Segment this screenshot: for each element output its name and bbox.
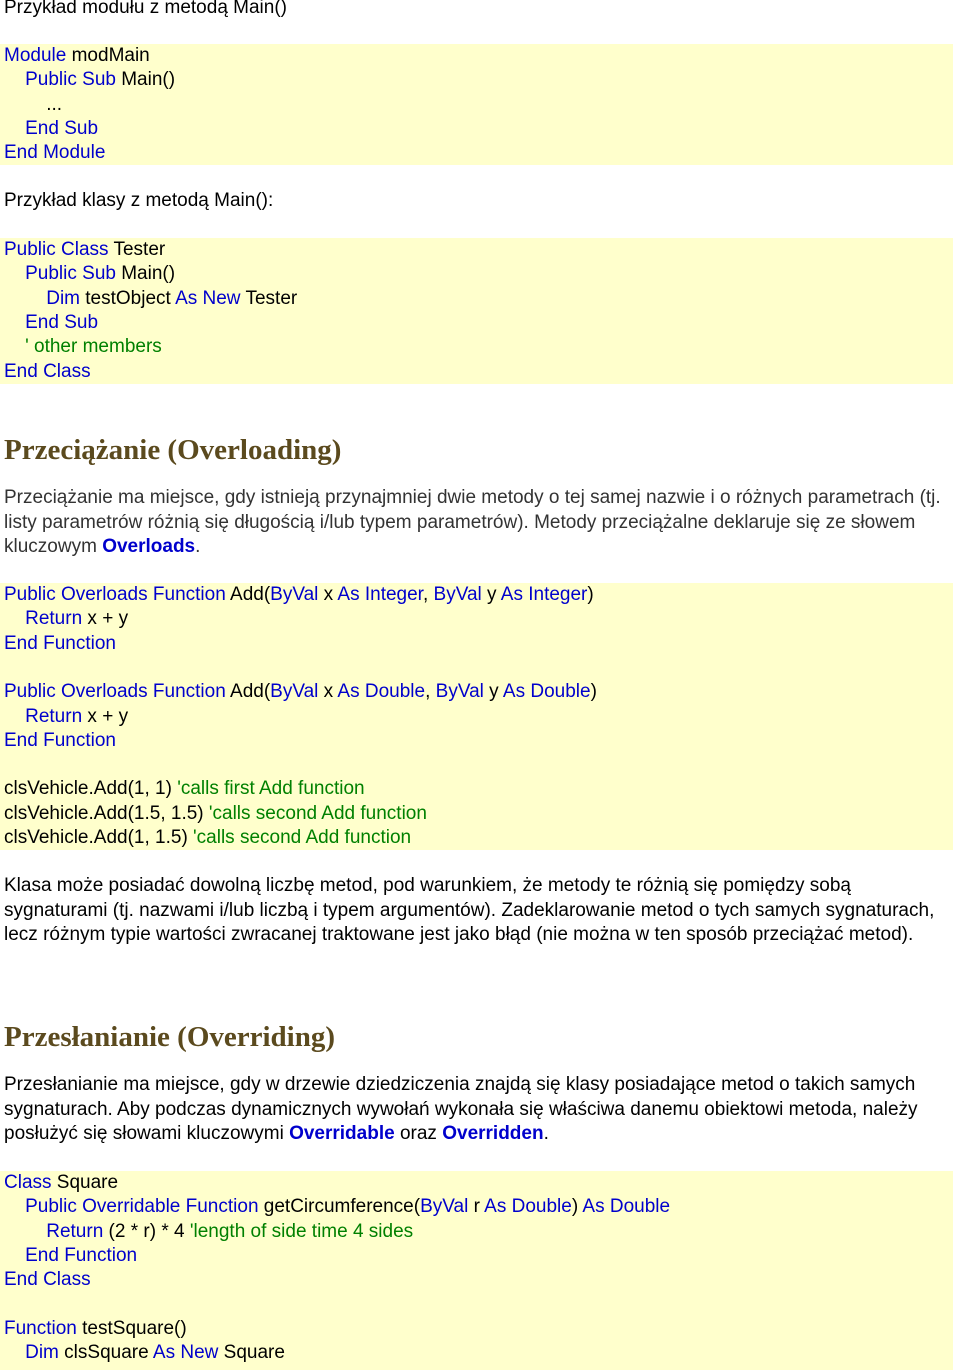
code-text: ...	[4, 93, 63, 115]
code-keyword: End Module	[4, 142, 106, 164]
overriding-paragraph	[4, 1073, 956, 1147]
code-keyword: Return	[4, 608, 88, 630]
code-keyword: End Sub	[4, 311, 99, 333]
overriding-paragraph-text: Przesłanianie ma miejsce, gdy w drzewie dziedziczenia znajdą się klasy posiadające metod o takich samych sygnaturach. Aby podczas dynamicznych wywołań wykonała się właściwa danemu obiektowi metoda, należy posłużyć się słowami kluczowymi	[4, 1074, 918, 1144]
code-text: Tester	[245, 287, 298, 309]
code-text: )	[571, 1196, 583, 1218]
code-keyword: Public Overloads Function	[4, 681, 231, 703]
code-line	[4, 1220, 413, 1244]
code-keyword: Public Overloads Function	[4, 584, 231, 605]
code-keyword: As Double	[337, 681, 426, 703]
code-keyword: End Sub	[4, 117, 99, 139]
code-line	[4, 238, 165, 262]
code-keyword: ByVal	[270, 681, 324, 703]
overridden-keyword: Overridden	[442, 1123, 544, 1144]
code-comment: 'calls first Add function	[177, 778, 365, 800]
code-text: testSquare()	[82, 1317, 187, 1339]
code-keyword: End Function	[4, 729, 116, 751]
code-line	[4, 93, 62, 117]
overridable-keyword: Overridable	[289, 1123, 395, 1144]
code-line	[4, 262, 175, 286]
overriding-paragraph-mid: oraz	[394, 1123, 443, 1144]
code-line	[4, 1171, 118, 1195]
code-text: clsVehicle.Add(1, 1.5)	[4, 827, 194, 848]
heading-overriding: Przesłanianie (Overriding)	[4, 1021, 336, 1053]
code-keyword: Public Sub	[4, 69, 122, 91]
code-keyword: Return	[4, 705, 88, 727]
code-text: clsVehicle.Add(1.5, 1.5)	[4, 802, 209, 824]
code-keyword: Class	[4, 1172, 57, 1193]
code-text: y	[489, 681, 503, 703]
overloading-paragraph-end: .	[195, 536, 201, 557]
code-line	[4, 632, 116, 656]
code-line	[4, 1341, 285, 1365]
code-keyword: As Integer	[500, 584, 588, 605]
code-text: (2 * r) * 4	[108, 1220, 190, 1242]
code-text: Add(	[230, 681, 271, 703]
code-text: Tester	[113, 239, 166, 260]
code-text: x	[323, 681, 338, 703]
code-line	[4, 607, 128, 631]
overloading-paragraph	[4, 486, 956, 560]
heading-overloading: Przeciążanie (Overloading)	[4, 434, 342, 466]
code-text: )	[590, 681, 597, 703]
code-keyword: As New	[175, 287, 246, 309]
code-line	[4, 1195, 670, 1219]
code-text: r	[473, 1196, 485, 1218]
code-text: Square	[223, 1342, 285, 1364]
code-text: ,	[425, 681, 436, 703]
code-keyword: As Double	[484, 1196, 572, 1218]
intro-class-text: Przykład klasy z metodą Main():	[4, 190, 274, 211]
code-line	[4, 729, 116, 753]
code-keyword: As Double	[582, 1196, 671, 1218]
code-keyword: As Double	[502, 681, 591, 703]
code-comment: ' other members	[4, 336, 162, 358]
class-code-block	[0, 238, 953, 384]
code-keyword: ByVal	[420, 1196, 474, 1218]
code-line	[4, 777, 365, 801]
code-text: Main()	[121, 69, 176, 91]
code-line	[4, 141, 105, 165]
code-comment: 'calls second Add function	[193, 827, 412, 848]
overloading-paragraph-text: Przeciążanie ma miejsce, gdy istnieją przynajmniej dwie metody o tej samej nazwie i o różnych parametrach (tj. listy parametrów różnią się długością i/lub typem parametrów). Metody przeciążalne deklaruje się ze słowem kluczowym	[4, 487, 941, 557]
code-text: x + y	[87, 705, 129, 727]
code-keyword: Module	[4, 45, 72, 66]
intro-module-text: Przykład modułu z metodą Main()	[4, 0, 287, 18]
code-keyword: End Function	[4, 1244, 138, 1266]
code-keyword: End Function	[4, 632, 116, 654]
code-text: Square	[56, 1172, 119, 1193]
code-text: x	[323, 584, 338, 605]
code-comment: 'calls second Add function	[208, 802, 427, 824]
code-line	[4, 680, 597, 704]
code-line	[4, 44, 150, 68]
code-text: testObject	[85, 287, 176, 309]
code-keyword: As New	[152, 1342, 224, 1364]
code-keyword: Public Sub	[4, 263, 122, 285]
code-keyword: ByVal	[433, 584, 488, 605]
code-line	[4, 68, 175, 92]
code-text: modMain	[71, 45, 150, 66]
code-line	[4, 1317, 187, 1341]
code-line	[4, 1244, 137, 1268]
code-line	[4, 287, 297, 311]
module-code-block	[0, 44, 953, 165]
code-text: Main()	[121, 263, 176, 285]
code-comment: 'length of side time 4 sides	[189, 1220, 414, 1242]
overloading-paragraph-2: Klasa może posiadać dowolną liczbę metod, pod warunkiem, że metody te różnią się pomiędzy sobą sygnaturami (tj. nazwami i/lub liczbą i typem argumentów). Zadeklarowanie metod o tych samych sygnaturach, lecz różnym typie wartości zwracanej traktowane jest jako błąd (nie można w ten sposób przeciążać metod).	[4, 875, 935, 945]
code-line	[4, 802, 427, 826]
code-keyword: Function	[4, 1317, 83, 1339]
code-keyword: Dim	[4, 287, 86, 309]
code-text: getCircumference(	[263, 1196, 421, 1218]
code-keyword: ByVal	[270, 584, 324, 605]
code-line	[4, 360, 91, 384]
square-code-block	[0, 1171, 953, 1370]
code-text: clsSquare	[64, 1342, 153, 1364]
code-keyword: Return	[4, 1220, 109, 1242]
code-line	[4, 826, 411, 850]
code-keyword: Public Overridable Function	[4, 1196, 264, 1218]
code-text: Add(	[230, 584, 271, 605]
code-text: y	[487, 584, 501, 605]
code-text: ,	[422, 584, 434, 605]
code-keyword: End Class	[4, 1269, 91, 1291]
overloads-code-block	[0, 583, 953, 850]
overriding-paragraph-end: .	[543, 1123, 549, 1144]
overloads-keyword: Overloads	[102, 536, 196, 557]
code-line	[4, 1268, 91, 1292]
code-keyword: Public Class	[4, 239, 114, 260]
code-line	[4, 117, 98, 141]
code-line	[4, 335, 162, 359]
code-line	[4, 705, 128, 729]
code-line	[4, 311, 98, 335]
code-keyword: ByVal	[435, 681, 490, 703]
code-keyword: As Integer	[337, 584, 423, 605]
code-text: clsVehicle.Add(1, 1)	[4, 778, 178, 800]
code-keyword: End Class	[4, 360, 91, 382]
code-line	[4, 583, 594, 607]
code-keyword: Dim	[4, 1342, 65, 1364]
code-text: )	[587, 584, 594, 605]
code-text: x + y	[87, 608, 129, 630]
